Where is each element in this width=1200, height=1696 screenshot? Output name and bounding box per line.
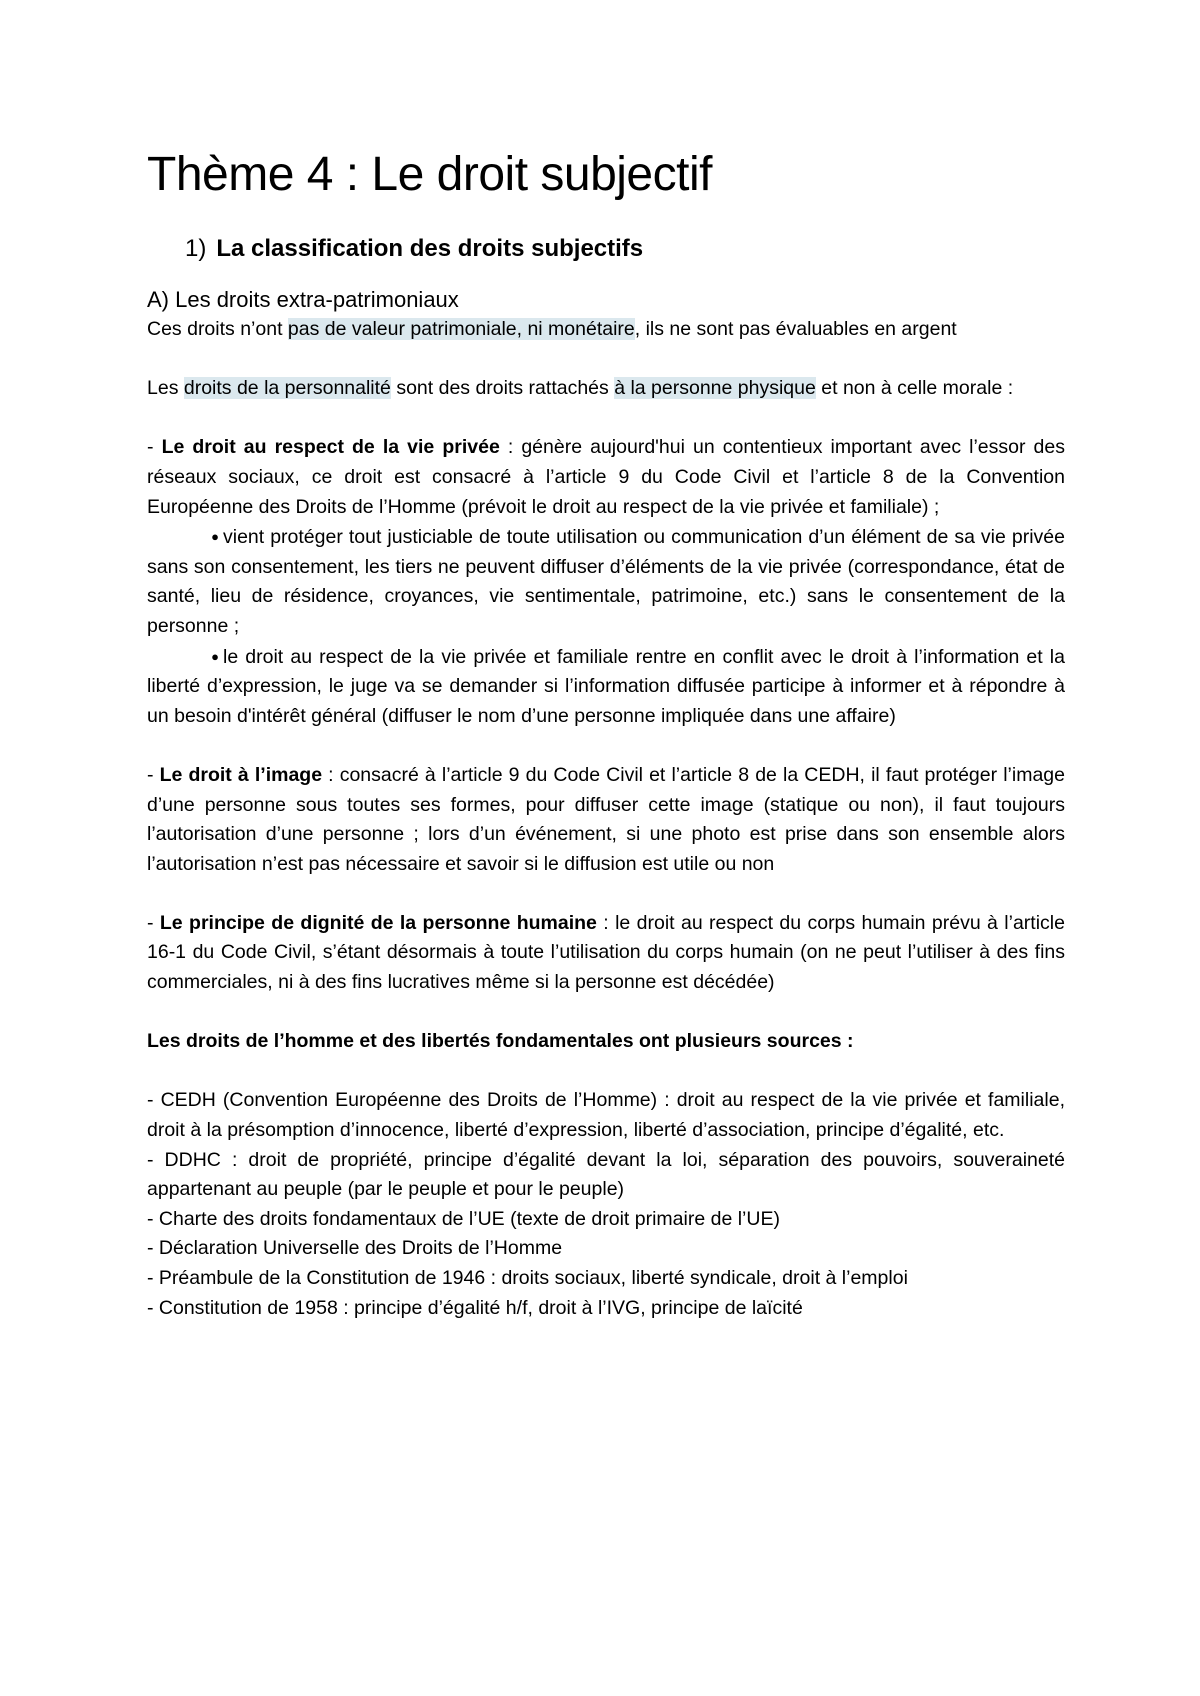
section-title: La classification des droits subjectifs xyxy=(216,235,644,262)
bullet-item xyxy=(147,522,1065,641)
text-run: : le droit au respect du corps humain prévu à l’article 16-1 du Code Civil, s’étant désormais à toute l’utilisation du corps humain (on ne peut l’utiliser à des fins commerciales, ni à des fins lucratives même si la personne est décédée) xyxy=(147,911,1065,994)
highlighted-text: à la personne physique xyxy=(614,377,816,400)
paragraph-droits-personnalite xyxy=(147,374,1065,404)
highlighted-text: droits de la personnalité xyxy=(183,377,391,400)
text-run: sont des droits rattachés xyxy=(390,377,615,400)
term-bold: Le droit à l’image xyxy=(159,763,323,786)
term-bold: Le droit au respect de la vie privée xyxy=(161,436,500,459)
source-item: - Constitution de 1958 : principe d’égalité h/f, droit à l’IVG, principe de laïcité xyxy=(147,1296,803,1319)
source-item: - Préambule de la Constitution de 1946 : droits sociaux, liberté syndicale, droit à l’emploi xyxy=(147,1267,908,1289)
text-run: et non à celle morale : xyxy=(815,377,1014,400)
paragraph-droit-image xyxy=(147,761,1065,879)
text-run: Ces droits n’ont xyxy=(147,318,288,340)
text-run: , ils ne sont pas évaluables en argent xyxy=(634,318,957,340)
bullet-icon: ● xyxy=(211,529,219,545)
list-dash: - xyxy=(147,763,160,786)
bullet-item xyxy=(147,642,1065,732)
list-dash: - xyxy=(147,436,162,459)
list-dash: - xyxy=(147,911,160,934)
sources-heading xyxy=(147,1027,1065,1057)
bullet-icon: ● xyxy=(211,648,219,664)
text-run: : génère aujourd'hui un contentieux important avec l’essor des réseaux sociaux, ce droit est consacré à l’article 9 du Code Civil et l’article 8 de la Convention Européenne des Droits de l’Homme (prévoit le droit au respect de la vie privée et familiale) ; xyxy=(147,436,1065,518)
section-number: 1) xyxy=(185,235,207,262)
term-bold: Le principe de dignité de la personne humaine xyxy=(159,911,597,934)
paragraph-vie-privee xyxy=(147,433,1065,522)
source-item: - CEDH (Convention Européenne des Droits de l’Homme) : droit au respect de la vie privée et familiale, droit à la présomption d’innocence, liberté d’expression, liberté d’association, principe d’égalité, etc. xyxy=(147,1089,1065,1142)
bullet-text: vient protéger tout justiciable de toute utilisation ou communication d’un élément de sa vie privée sans son consentement, les tiers ne peuvent diffuser d’éléments de la vie privée (correspondance, état de santé, lieu de résidence, croyances, vie sentimentale, patrimoine, etc.) sans le consentement de la personne ; xyxy=(147,526,1065,637)
document-title: Thème 4 : Le droit subjectif xyxy=(147,148,712,201)
highlighted-text: pas de valeur patrimoniale, ni monétaire xyxy=(287,318,635,340)
source-item: - DDHC : droit de propriété, principe d’égalité devant la loi, séparation des pouvoirs, souveraineté appartenant au peuple (par le peuple et pour le peuple) xyxy=(147,1148,1065,1201)
subsection-heading: A) Les droits extra-patrimoniaux xyxy=(147,287,459,312)
text-run: : consacré à l’article 9 du Code Civil et l’article 8 de la CEDH, il faut protéger l’image d’une personne sous toutes ses formes, pour diffuser cette image (statique ou non), il faut toujours l’autorisation d’une personne ; lors d’un événement, si une photo est prise dans son ensemble alors l’autorisation n’est pas nécessaire et savoir si le diffusion est utile ou non xyxy=(147,763,1065,875)
source-item: - Déclaration Universelle des Droits de l’Homme xyxy=(147,1237,563,1260)
paragraph-extra-patrimoniaux xyxy=(147,315,1065,345)
sources-heading-text: Les droits de l’homme et des libertés fondamentales ont plusieurs sources : xyxy=(147,1030,854,1053)
bullet-text: le droit au respect de la vie privée et familiale rentre en conflit avec le droit à l’information et la liberté d’expression, le juge va se demander si l’information diffusée participe à informer et à répondre à un besoin d'intérêt général (diffuser le nom d’une personne impliquée dans une affaire) xyxy=(147,645,1065,727)
section-heading xyxy=(147,233,1065,265)
source-item: - Charte des droits fondamentaux de l’UE (texte de droit primaire de l’UE) xyxy=(147,1207,780,1230)
paragraph-dignite xyxy=(147,909,1065,998)
text-run: Les xyxy=(147,377,184,400)
document-page xyxy=(147,145,1065,1323)
